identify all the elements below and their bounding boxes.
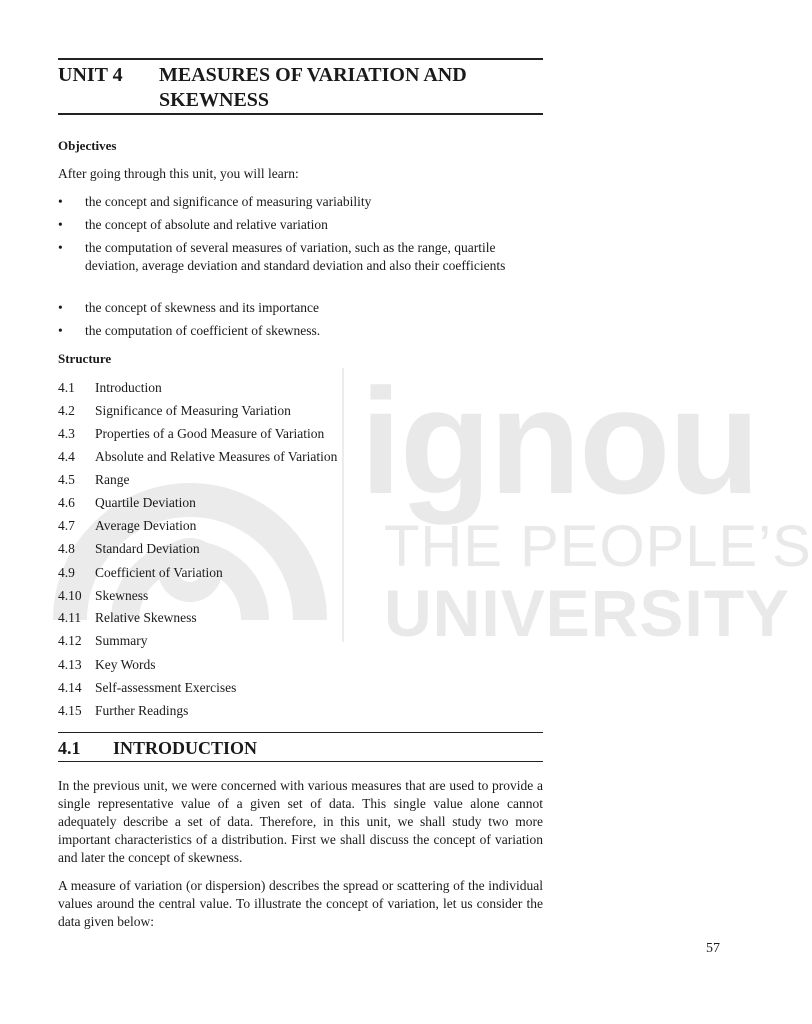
title-bottom-rule — [58, 113, 543, 115]
bullet-icon: • — [58, 194, 63, 209]
section-number: 4.1 — [58, 738, 81, 758]
unit-number: UNIT 4 — [58, 64, 123, 86]
structure-heading: Structure — [58, 351, 112, 366]
section-bottom-rule — [58, 761, 543, 762]
objectives-heading: Objectives — [58, 138, 117, 153]
bullet-icon: • — [58, 240, 63, 255]
intro-paragraph-1: In the previous unit, we were concerned with various measures that are used to provide a single representative value of a given set of data. This single value alone cannot adequately describe a set of data. Therefore, in this unit, we shall study two more important characteristics of a distribution. First we shall discuss the concept of variation and later the concept of skewness. — [58, 778, 543, 865]
page-content: UNIT 4 MEASURES OF VARIATION AND SKEWNESS Objectives After going through this unit, you will learn: • the concept and significance of measuring variability • the concept of absolute and relative variation • the computation of several measures of variation, such as the range, quartile deviation, average deviation and standard deviation and also their coefficients • the concept of skewness and its importance • the computation of coefficient of skewness. Structure 4.1 Introduction 4.2 Significance of Measuring Variation 4.3 Properties of a Good Measure of Variation 4.4 Absolute and Relative Measures of Variation 4.5 Range 4.6 Quartile Deviation 4.7 Average Deviation 4.8 Standard Deviation 4.9 Coefficient of Variation 4.10 Skewness 4.11 Relative Skewness 4.12 Summary 4.13 Key Words 4.14 Self-assessment Exercises 4.15 Further Readings 4.1 INTRODUCTION In the previous unit, we were concerned with various measures that are used to provide a single representative value of a given set of data. This single value alone cannot adequately describe a set of data. Therefore, in this unit, we shall study two more important characteristics of a distribution. First we shall discuss the concept of variation and later the concept of skewness. A measure of variation (or dispersion) describes the spread or scattering of the individual values around the central value. To illustrate the concept of variation, let us consider the data given below: 57 — [0, 0, 768, 1024]
objectives-intro: After going through this unit, you will learn: — [58, 166, 299, 181]
page-number: 57 — [706, 941, 720, 956]
intro-paragraph-2: A measure of variation (or dispersion) describes the spread or scattering of the individual values around the central value. To illustrate the concept of variation, let us consider the data given below: — [58, 878, 543, 929]
unit-title-line2: SKEWNESS — [159, 89, 270, 111]
title-top-rule — [58, 58, 543, 60]
unit-title-line1: MEASURES OF VARIATION AND — [159, 64, 467, 86]
watermark-brand: ignou — [360, 357, 759, 525]
section-heading: INTRODUCTION — [113, 738, 258, 758]
section-top-rule — [58, 732, 543, 733]
bullet-icon: • — [58, 300, 63, 315]
watermark-line1: THE PEOPLE’S — [384, 514, 812, 579]
watermark-line2: UNIVERSITY — [384, 576, 791, 650]
bullet-icon: • — [58, 217, 63, 232]
bullet-icon: • — [58, 323, 63, 338]
